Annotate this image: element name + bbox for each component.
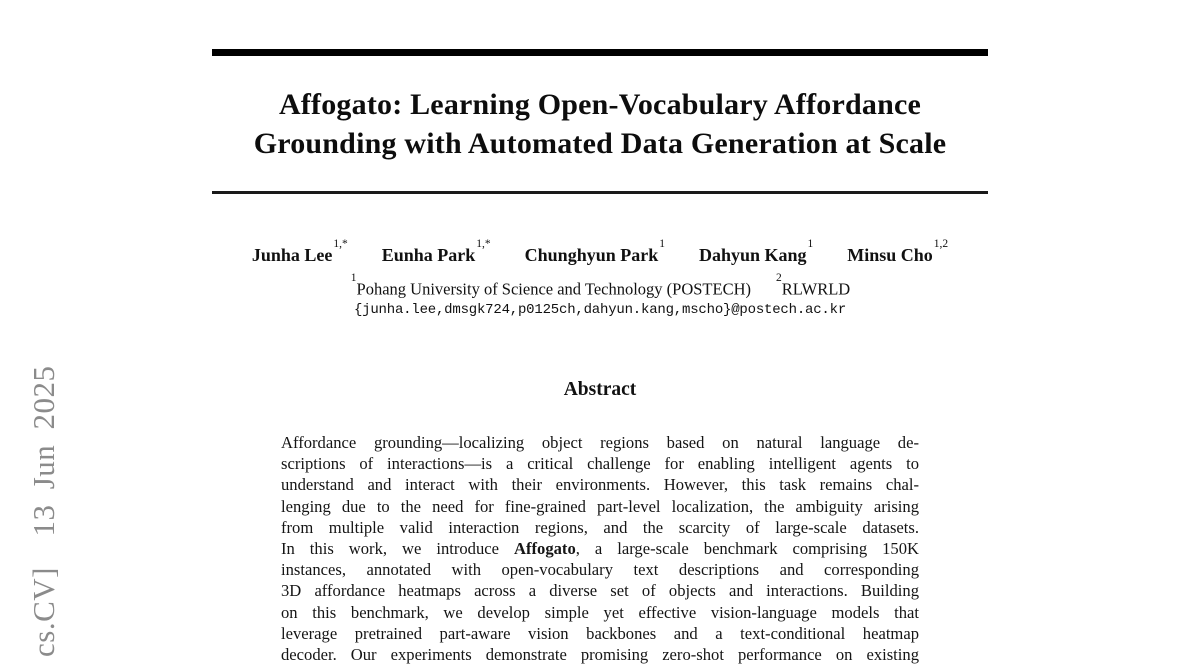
abstract-line-9-text: on this benchmark, we develop simple yet effective vision-language models that <box>281 602 919 622</box>
abstract-heading: Abstract <box>563 379 637 400</box>
paper-title-line2: Grounding with Automated Data Generation at Scale <box>253 127 947 160</box>
author-4-superscript: 1 <box>807 238 814 250</box>
abstract-line-5-text: from multiple valid interaction regions, and the scarcity of large-scale datasets. <box>281 517 919 537</box>
title-bottom-rule <box>212 191 988 194</box>
abstract-paragraph <box>281 432 919 665</box>
author-1-superscript: 1,* <box>333 238 348 250</box>
author-2-name: Eunha Park <box>381 245 476 265</box>
author-4-name: Dahyun Kang <box>698 245 807 265</box>
paper-title-line1: Affogato: Learning Open-Vocabulary Affordance <box>278 88 922 121</box>
author-4 <box>698 238 814 266</box>
abstract-line-7-text: instances, annotated with open-vocabulary text descriptions and corresponding <box>281 560 919 580</box>
abstract-line-11-partial <box>281 644 919 665</box>
author-1 <box>251 238 348 266</box>
abstract-line-10 <box>281 623 919 644</box>
paper-title <box>0 85 1200 163</box>
abstract-line-6-rest: , a large-scale benchmark comprising 150K <box>575 538 919 558</box>
affiliation-2-superscript: 2 <box>776 272 782 284</box>
arxiv-stamp: cs.CV] 13 Jun 2025 <box>26 365 61 657</box>
abstract-line-6-bold: Affogato <box>514 538 576 558</box>
authors-row <box>0 238 1200 266</box>
abstract-line-3-text: understand and interact with their environments. However, this task remains chal- <box>281 475 919 495</box>
abstract-line-1-text: Affordance grounding—localizing object regions based on natural language de- <box>281 433 919 452</box>
author-5-name: Minsu Cho <box>847 245 933 265</box>
title-top-rule <box>212 49 988 56</box>
abstract-line-7 <box>281 559 919 580</box>
author-5-superscript: 1,2 <box>933 238 949 250</box>
abstract-line-8 <box>281 580 919 601</box>
affiliation-1-text: Pohang University of Science and Technology (POSTECH) <box>356 279 752 299</box>
author-2 <box>381 238 491 266</box>
author-1-name: Junha Lee <box>251 245 333 265</box>
affiliation-1-superscript: 1 <box>350 272 357 284</box>
affiliation-2-text: RLWRLD <box>781 279 851 299</box>
abstract-line-9 <box>281 602 919 623</box>
abstract-line-4 <box>281 496 919 517</box>
email-line: {junha.lee,dmsgk724,p0125ch,dahyun.kang,mscho}@postech.ac.kr <box>353 302 847 318</box>
abstract-line-2-text: scriptions of interactions—is a critical challenge for enabling intelligent agents to <box>281 454 919 474</box>
abstract-line-3 <box>281 474 919 495</box>
author-5 <box>847 238 949 266</box>
abstract-line-6-text: In this work, we introduce <box>281 538 514 558</box>
abstract-line-1 <box>281 432 919 453</box>
abstract-line-5 <box>281 517 919 538</box>
abstract-line-10-text: leverage pretrained part-aware vision backbones and a text-conditional heatmap <box>281 623 919 643</box>
author-3-superscript: 1 <box>659 238 665 250</box>
abstract-line-8-text: 3D affordance heatmaps across a diverse set of objects and interactions. Building <box>281 581 919 601</box>
abstract-line-11-text: decoder. Our experiments demonstrate promising zero-shot performance on existing <box>281 644 919 664</box>
abstract-line-4-text: lenging due to the need for fine-grained part-level localization, the ambiguity arising <box>281 496 919 516</box>
abstract-line-6 <box>281 538 919 559</box>
affiliation-line <box>0 272 1200 300</box>
abstract-line-2 <box>281 453 919 474</box>
author-3-name: Chunghyun Park <box>524 245 659 265</box>
author-3 <box>524 238 665 266</box>
author-2-superscript: 1,* <box>476 238 491 250</box>
